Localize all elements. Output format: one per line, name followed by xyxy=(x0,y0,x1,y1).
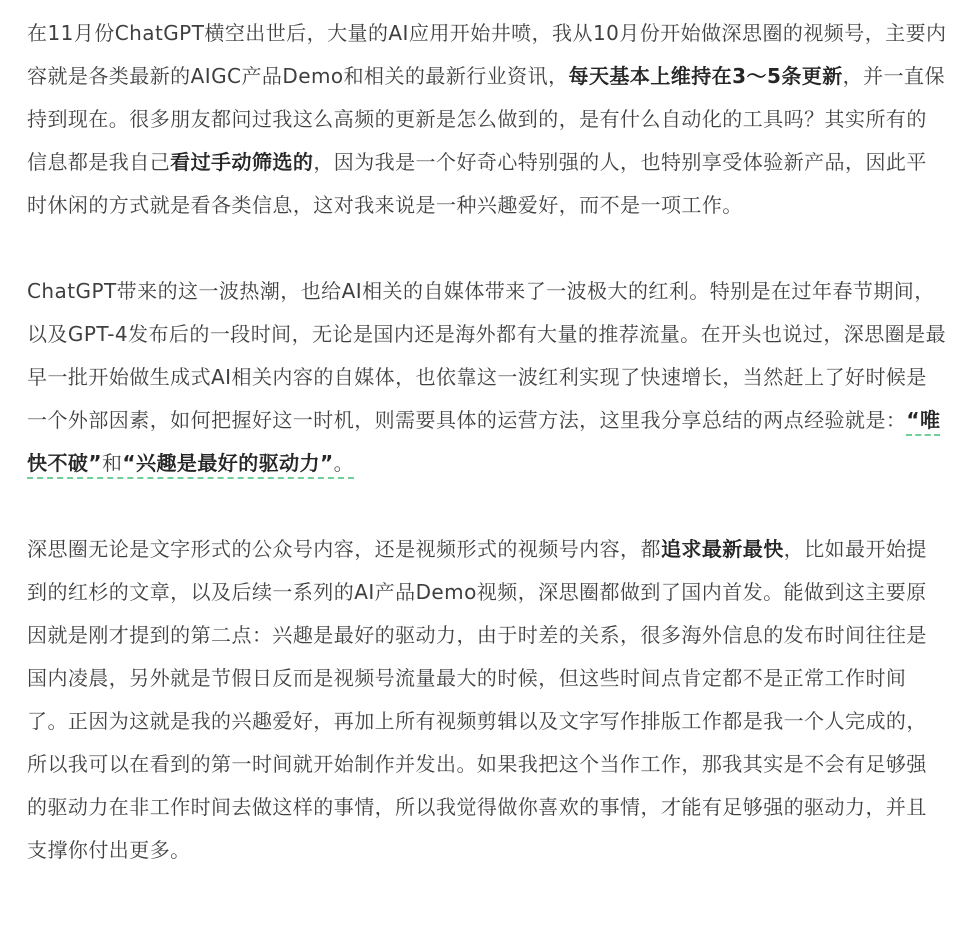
paragraph-text: 在11月份ChatGPT横空出世后，大量的AI应用开始井喷，我从10月份开始做深思圈的视频号，主要内容就是各类最新的AIGC产品Demo和相关的最新行业资讯， xyxy=(27,21,947,88)
bold-emphasis: 看过手动筛选的 xyxy=(170,150,314,174)
paragraph-text: 深思圈无论是文字形式的公众号内容，还是视频形式的视频号内容，都 xyxy=(27,537,661,561)
paragraph-1 xyxy=(27,12,947,227)
paragraph-text: ，比如最开始提到的红杉的文章，以及后续一系列的AI产品Demo视频，深思圈都做到了国内首发。能做到这主要原因就是刚才提到的第二点：兴趣是最好的驱动力，由于时差的关系，很多海外信息的发布时间往往是国内凌晨，另外就是节假日反而是视频号流量最大的时候，但这些时间点肯定都不是正常工作时间了。正因为这就是我的兴趣爱好，再加上所有视频剪辑以及文字写作排版工作都是我一个人完成的，所以我可以在看到的第一时间就开始制作并发出。如果我把这个当作工作，那我其实是不会有足够强的驱动力在非工作时间去做这样的事情，所以我觉得做你喜欢的事情，才能有足够强的驱动力，并且支撑你付出更多。 xyxy=(27,537,927,862)
bold-emphasis: 每天基本上维持在3～5条更新 xyxy=(568,64,843,88)
article-body xyxy=(27,12,947,872)
highlight-text: “唯快不破” xyxy=(27,408,941,475)
highlight-end-punct: 。 xyxy=(333,451,355,475)
paragraph-text: ，并一直保持到现在。很多朋友都问过我这么高频的更新是怎么做到的，是有什么自动化的工具吗？其实所有的信息都是我自己 xyxy=(27,64,945,174)
paragraph-text: ，因为我是一个好奇心特别强的人，也特别享受体验新产品，因此平时休闲的方式就是看各类信息，这对我来说是一种兴趣爱好，而不是一项工作。 xyxy=(27,150,927,217)
paragraph-2 xyxy=(27,270,947,485)
paragraph-3 xyxy=(27,528,947,872)
highlight-text: “兴趣是最好的驱动力” xyxy=(122,451,334,475)
bold-emphasis: 追求最新最快 xyxy=(660,537,784,561)
paragraph-text: ChatGPT带来的这一波热潮，也给AI相关的自媒体带来了一波极大的红利。特别是在过年春节期间，以及GPT-4发布后的一段时间，无论是国内还是海外都有大量的推荐流量。在开头也说过，深思圈是最早一批开始做生成式AI相关内容的自媒体，也依靠这一波红利实现了快速增长，当然赶上了好时候是一个外部因素，如何把握好这一时机，则需要具体的运营方法，这里我分享总结的两点经验就是： xyxy=(27,279,947,432)
highlight-connector: 和 xyxy=(101,451,123,475)
